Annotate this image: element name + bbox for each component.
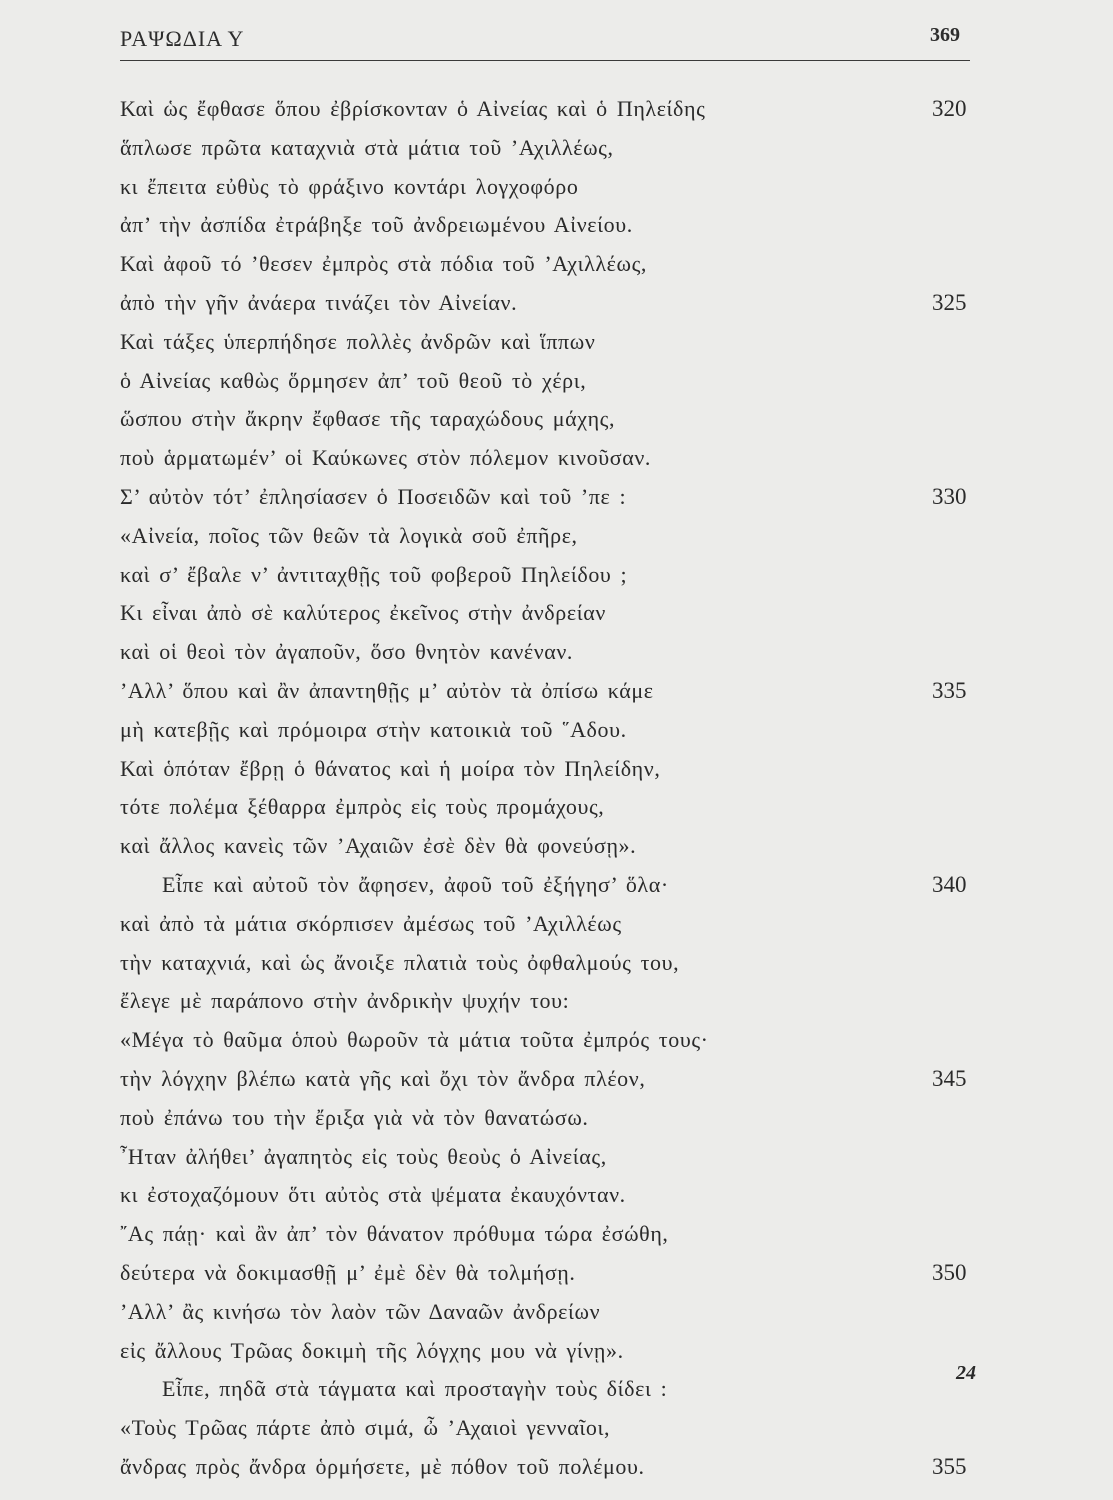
verse-line [120,1254,990,1293]
verse-text: μὴ κατεβῇς καὶ πρόμοιρα στὴν κατοικιὰ τοῦ ῞Αδου. [120,716,627,742]
line-number: 340 [932,871,967,897]
verse-text: ἅπλωσε πρῶτα καταχνιὰ στὰ μάτια τοῦ ’Αχιλλέως, [120,134,614,160]
line-number: 345 [932,1065,967,1091]
verse-line [120,517,990,556]
verse-text: ’Αλλ’ ἂς κινήσω τὸν λαὸν τῶν Δαναῶν ἀνδρείων [120,1298,601,1324]
verse-line [120,400,990,439]
verse-line [120,982,990,1021]
verse-text: ἀπὸ τὴν γῆν ἀνάερα τινάζει τὸν Αἰνείαν. [120,289,518,315]
verse-text: Σ’ αὐτὸν τότ’ ἐπλησίασεν ὁ Ποσειδῶν καὶ τοῦ ’πε : [120,483,627,509]
running-title: ΡΑΨΩΔΙΑ Υ [120,26,245,51]
verse-line [120,1215,990,1254]
line-number: 330 [932,483,967,509]
verse-text: Κι εἶναι ἀπὸ σὲ καλύτερος ἐκεῖνος στὴν ἀνδρείαν [120,600,606,626]
verse-text: δεύτερα νὰ δοκιμασθῇ μ’ ἐμὲ δὲν θὰ τολμήσῃ. [120,1259,576,1285]
verse-line [120,1138,990,1177]
verse-line [120,1021,990,1060]
header-rule [120,60,970,61]
line-number: 320 [932,96,967,121]
verse-text: κι ἔπειτα εὐθὺς τὸ φράξινο κοντάρι λογχοφόρο [120,173,579,199]
verse-list [120,90,990,1487]
verse-text: Καὶ τάξες ὑπερπήδησε πολλὲς ἀνδρῶν καὶ ἵππων [120,328,596,354]
verse-line [120,362,990,401]
verse-line [120,1332,990,1371]
verse-line [120,1370,990,1409]
verse-text: ποὺ ἁρματωμέν’ οἱ Καύκωνες στὸν πόλεμον κινοῦσαν. [120,445,651,471]
line-number: 355 [932,1453,967,1479]
verse-line [120,1176,990,1215]
signature-mark: 24 [956,1362,976,1384]
verse-line [120,788,990,827]
verse-text: ποὺ ἐπάνω του τὴν ἔριξα γιὰ νὰ τὸν θανατώσω. [120,1104,589,1130]
verse-text: ἀπ’ τὴν ἀσπίδα ἐτράβηξε τοῦ ἀνδρειωμένου Αἰνείου. [120,212,633,238]
verse-text: Καὶ ὁπόταν ἔβρῃ ὁ θάνατος καὶ ἡ μοίρα τὸν Πηλείδην, [120,755,661,781]
verse-line [120,827,990,866]
verse-text: κι ἐστοχαζόμουν ὅτι αὐτὸς στὰ ψέματα ἐκαυχόνταν. [120,1182,626,1208]
verse-text: «Τοὺς Τρῶας πάρτε ἀπὸ σιμά, ὦ ’Αχαιοὶ γενναῖοι, [120,1415,611,1441]
verse-line [120,1409,990,1448]
verse-text: ὥσπου στὴν ἄκρην ἔφθασε τῆς ταραχώδους μάχης, [120,406,616,432]
verse-line [120,245,990,284]
verse-text: ἔλεγε μὲ παράπονο στὴν ἀνδρικὴν ψυχήν του: [120,988,570,1014]
verse-text: εἰς ἄλλους Τρῶας δοκιμὴ τῆς λόγχης μου νὰ γίνῃ». [120,1337,624,1363]
verse-line [120,323,990,362]
verse-text: ’Αλλ’ ὅπου καὶ ἂν ἀπαντηθῇς μ’ αὐτὸν τὰ ὀπίσω κάμε [120,677,654,703]
verse-text: τότε πολέμα ξέθαρρα ἐμπρὸς εἰς τοὺς προμάχους, [120,794,605,820]
verse-text: «Αἰνεία, ποῖος τῶν θεῶν τὰ λογικὰ σοῦ ἐπῆρε, [120,522,578,548]
verse-line [120,168,990,207]
verse-line [120,439,990,478]
verse-text: ῏Ηταν ἀλήθει’ ἀγαπητὸς εἰς τοὺς θεοὺς ὁ Αἰνείας, [120,1143,607,1169]
verse-line [120,711,990,750]
verse-line [120,129,990,168]
page-number: 369 [930,24,960,46]
verse-line [120,1293,990,1332]
verse-text: «Μέγα τὸ θαῦμα ὁποὺ θωροῦν τὰ μάτια τοῦτα ἐμπρός τους· [120,1027,709,1053]
verse-text: Καὶ ἀφοῦ τό ’θεσεν ἐμπρὸς στὰ πόδια τοῦ ’Αχιλλέως, [120,251,647,277]
verse-text: καὶ ἀπὸ τὰ μάτια σκόρπισεν ἀμέσως τοῦ ’Αχιλλέως [120,910,622,936]
verse-text: Καὶ ὡς ἔφθασε ὅπου ἐβρίσκονταν ὁ Αἰνείας καὶ ὁ Πηλείδης [120,96,706,121]
verse-line [120,750,990,789]
verse-text: τὴν καταχνιά, καὶ ὡς ἄνοιξε πλατιὰ τοὺς ὀφθαλμούς του, [120,949,680,975]
verse-text: καὶ σ’ ἔβαλε ν’ ἀντιταχθῇς τοῦ φοβεροῦ Πηλείδου ; [120,561,628,587]
verse-line [120,478,990,517]
verse-line [120,206,990,245]
verse-line [120,905,990,944]
verse-text: Εἶπε, πηδᾶ στὰ τάγματα καὶ προσταγὴν τοὺς δίδει : [162,1376,668,1402]
verse-line [120,1060,990,1099]
verse-text: ῎Ας πάῃ· καὶ ἂν ἀπ’ τὸν θάνατον πρόθυμα τώρα ἐσώθη, [120,1221,669,1247]
line-number: 335 [932,677,967,703]
verse-text: ἄνδρας πρὸς ἄνδρα ὁρμήσετε, μὲ πόθον τοῦ πολέμου. [120,1453,645,1479]
verse-line [120,594,990,633]
verse-line [120,944,990,983]
verse-line [120,1448,990,1487]
verse-text: ὁ Αἰνείας καθὼς ὅρμησεν ἀπ’ τοῦ θεοῦ τὸ χέρι, [120,367,587,393]
verse-line [120,90,990,129]
line-number: 350 [932,1259,967,1285]
verse-text: καὶ ἄλλος κανεὶς τῶν ’Αχαιῶν ἐσὲ δὲν θὰ φονεύσῃ». [120,833,637,859]
verse-line [120,556,990,595]
verse-line [120,866,990,905]
verse-line [120,284,990,323]
verse-text: τὴν λόγχην βλέπω κατὰ γῆς καὶ ὄχι τὸν ἄνδρα πλέον, [120,1065,646,1091]
line-number: 325 [932,289,967,315]
verse-line [120,633,990,672]
verse-text: Εἶπε καὶ αὐτοῦ τὸν ἄφησεν, ἀφοῦ τοῦ ἐξήγησ’ ὅλα· [162,871,669,897]
verse-text: καὶ οἱ θεοὶ τὸν ἀγαποῦν, ὅσο θνητὸν κανέναν. [120,639,574,665]
verse-line [120,672,990,711]
verse-line [120,1099,990,1138]
